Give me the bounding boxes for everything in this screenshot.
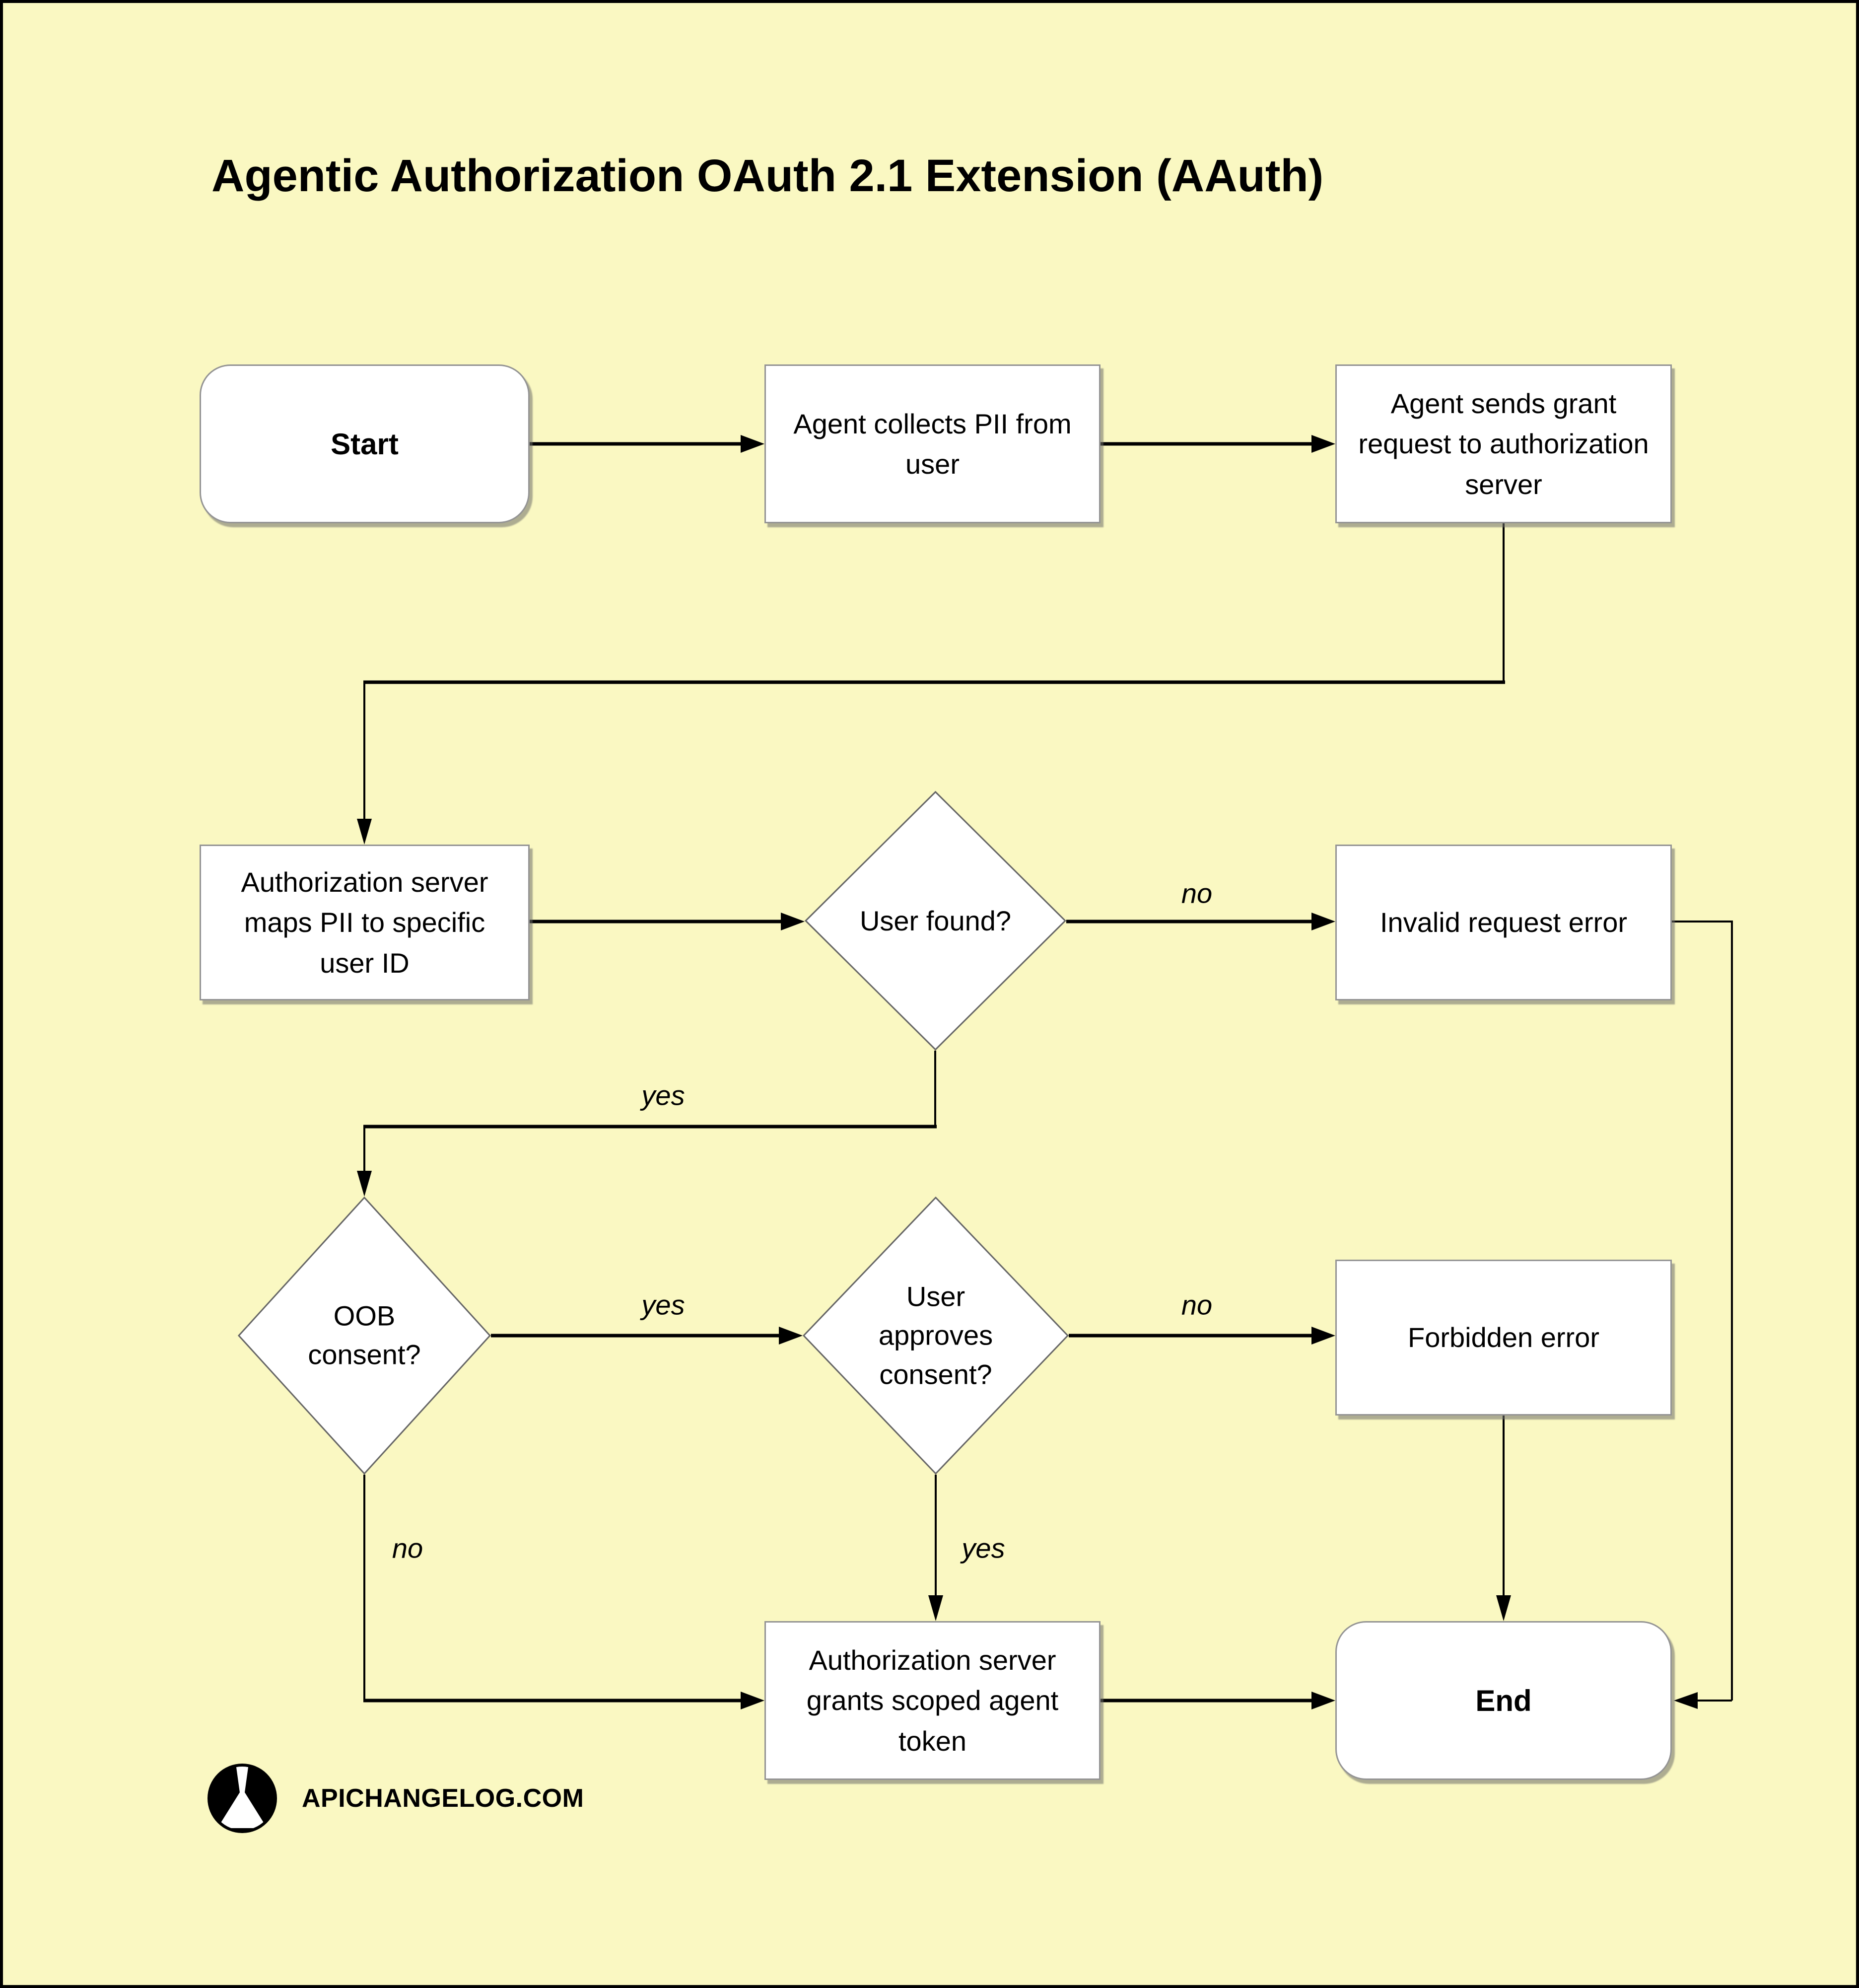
edge-invalid-request-to-end — [1672, 921, 1732, 1709]
edge-user-found-to-oob-consent — [357, 1051, 937, 1197]
edge-oob-consent-to-grant-token — [363, 1475, 764, 1709]
edge-label-yes-user-found: yes — [641, 1079, 685, 1111]
node-collect-pii-label: Agent collects PII from user — [793, 408, 1072, 480]
node-grant-token-label: Authorization server grants scoped agent token — [806, 1644, 1059, 1757]
node-user-approves-label: User approves consent? — [878, 1280, 993, 1390]
node-send-grant — [1335, 364, 1672, 523]
node-end-label: End — [1475, 1684, 1532, 1717]
node-oob-consent-label: OOB consent? — [308, 1300, 421, 1370]
edge-grant-token-to-end — [1101, 1692, 1335, 1709]
edge-forbidden-to-end — [1496, 1416, 1511, 1621]
diagram-title: Agentic Authorization OAuth 2.1 Extension (AAuth) — [211, 150, 1324, 201]
edge-label-no-user-found: no — [1181, 877, 1213, 909]
edge-user-approves-to-grant-token — [928, 1475, 943, 1621]
node-start — [200, 364, 530, 523]
node-end — [1335, 1621, 1672, 1780]
edge-collect-pii-to-send-grant — [1101, 435, 1335, 453]
edge-label-yes-user-approves: yes — [962, 1532, 1005, 1564]
apichangelog-logo-icon — [207, 1763, 278, 1834]
footer-brand — [207, 1763, 584, 1834]
edge-start-to-collect-pii — [530, 435, 764, 453]
edge-label-no-user-approves: no — [1181, 1289, 1213, 1321]
node-forbidden — [1335, 1260, 1672, 1416]
node-collect-pii — [764, 364, 1101, 523]
node-user-found-label: User found? — [859, 905, 1012, 936]
edge-user-found-to-invalid-request — [1066, 913, 1335, 930]
node-grant-token — [764, 1621, 1101, 1780]
edge-label-no-oob-consent: no — [392, 1532, 423, 1564]
node-invalid-request-label: Invalid request error — [1379, 907, 1627, 938]
node-user-found — [805, 791, 1066, 1051]
node-map-pii — [200, 845, 530, 1000]
node-invalid-request — [1335, 845, 1672, 1000]
edge-oob-consent-to-user-approves — [491, 1327, 803, 1345]
node-start-label: Start — [331, 427, 399, 461]
brand-text: APICHANGELOG.COM — [302, 1784, 584, 1813]
node-map-pii-label: Authorization server maps PII to specific user ID — [241, 866, 488, 979]
edge-map-pii-to-user-found — [530, 913, 805, 930]
node-send-grant-label: Agent sends grant request to authorization server — [1358, 388, 1649, 500]
node-user-approves — [803, 1197, 1069, 1475]
edge-user-approves-to-forbidden — [1069, 1327, 1335, 1345]
node-oob-consent — [238, 1197, 491, 1475]
node-forbidden-label: Forbidden error — [1408, 1322, 1599, 1353]
edge-label-yes-oob-consent: yes — [641, 1289, 685, 1321]
